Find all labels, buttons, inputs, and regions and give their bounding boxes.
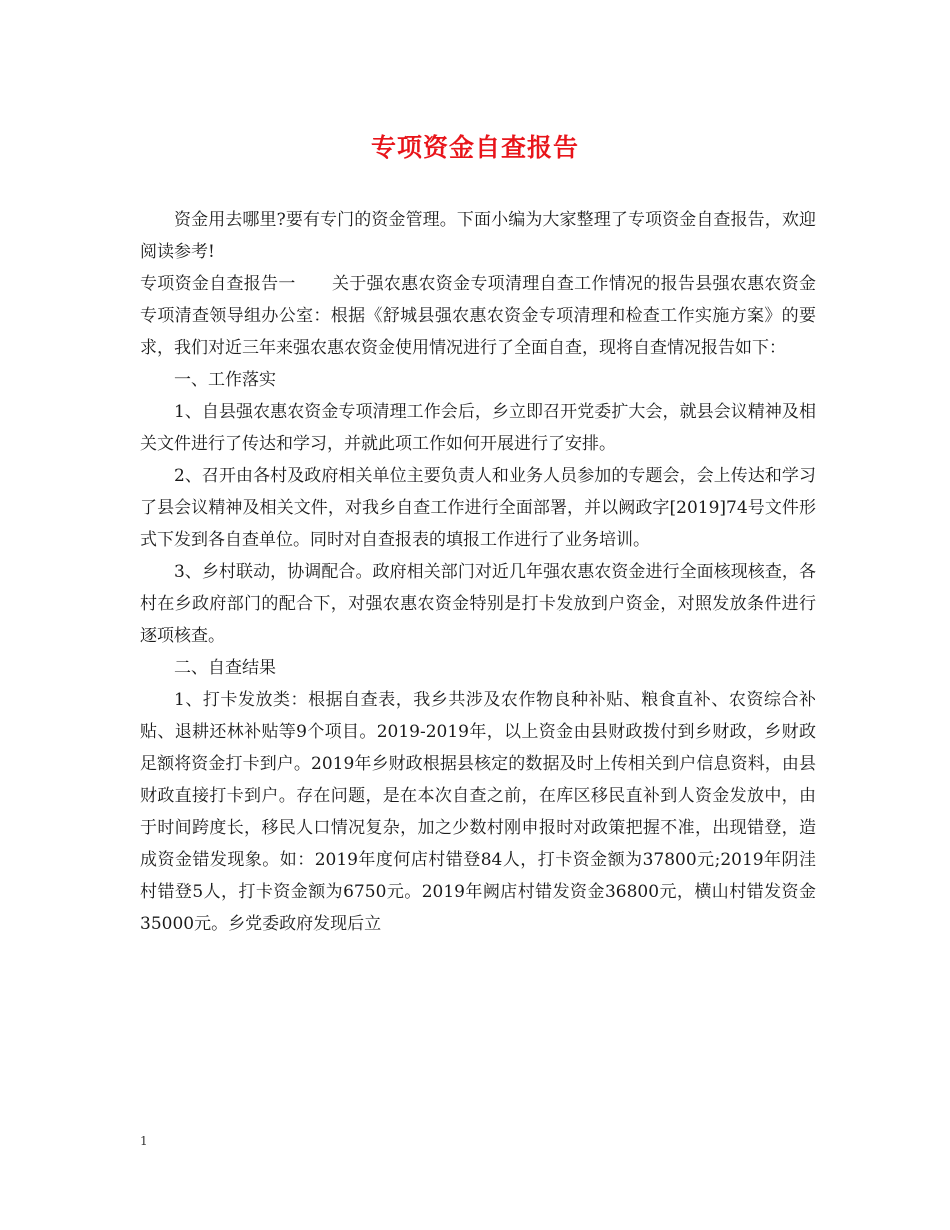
section-heading-results: 二、自查结果 bbox=[174, 658, 276, 678]
report-heading-label: 专项资金自查报告一 bbox=[140, 274, 296, 294]
section-heading-work: 一、工作落实 bbox=[174, 370, 276, 390]
document-body bbox=[140, 204, 816, 940]
page-number: 1 bbox=[140, 1134, 148, 1148]
paragraph-item-2-1: 1、打卡发放类：根据自查表，我乡共涉及农作物良种补贴、粮食直补、农资综合补贴、退耕还林补贴等9个项目。2019-2019年，以上资金由县财政拨付到乡财政，乡财政足额将资金打卡到户。2019年乡财政根据县核定的数据及时上传相关到户信息资料，由县财政直接打卡到户。存在问题，是在本次自查之前，在库区移民直补到人资金发放中，由于时间跨度长，移民人口情况复杂，加之少数村刚申报时对政策把握不准，出现错登，造成资金错发现象。如：2019年度何店村错登84人，打卡资金额为37800元;2019年阴洼村错登5人，打卡资金额为6750元。2019年阙店村错发资金36800元，横山村错发资金35000元。乡党委政府发现后立 bbox=[140, 690, 816, 934]
paragraph-item-1-1: 1、自县强农惠农资金专项清理工作会后，乡立即召开党委扩大会，就县会议精神及相关文件进行了传达和学习，并就此项工作如何开展进行了安排。 bbox=[140, 402, 816, 454]
report-heading-text: 关于强农惠农资金专项清理自查工作情况的报告县强农惠农资金专项清查领导组办公室：根据《舒城县强农惠农资金专项清理和检查工作实施方案》的要求，我们对近三年来强农惠农资金使用情况进行了全面自查，现将自查情况报告如下： bbox=[140, 274, 817, 358]
paragraph-item-1-3: 3、乡村联动，协调配合。政府相关部门对近几年强农惠农资金进行全面核现核查，各村在乡政府部门的配合下，对强农惠农资金特别是打卡发放到户资金，对照发放条件进行逐项核查。 bbox=[140, 562, 816, 646]
paragraph-item-1-2: 2、召开由各村及政府相关单位主要负责人和业务人员参加的专题会，会上传达和学习了县会议精神及相关文件，对我乡自查工作进行全面部署，并以阙政字[2019]74号文件形式下发到各自查单位。同时对自查报表的填报工作进行了业务培训。 bbox=[140, 466, 816, 550]
document-title: 专项资金自查报告 bbox=[370, 133, 579, 162]
paragraph-intro: 资金用去哪里?要有专门的资金管理。下面小编为大家整理了专项资金自查报告，欢迎阅读参考! bbox=[140, 210, 816, 262]
paragraph-report-heading bbox=[140, 268, 816, 364]
